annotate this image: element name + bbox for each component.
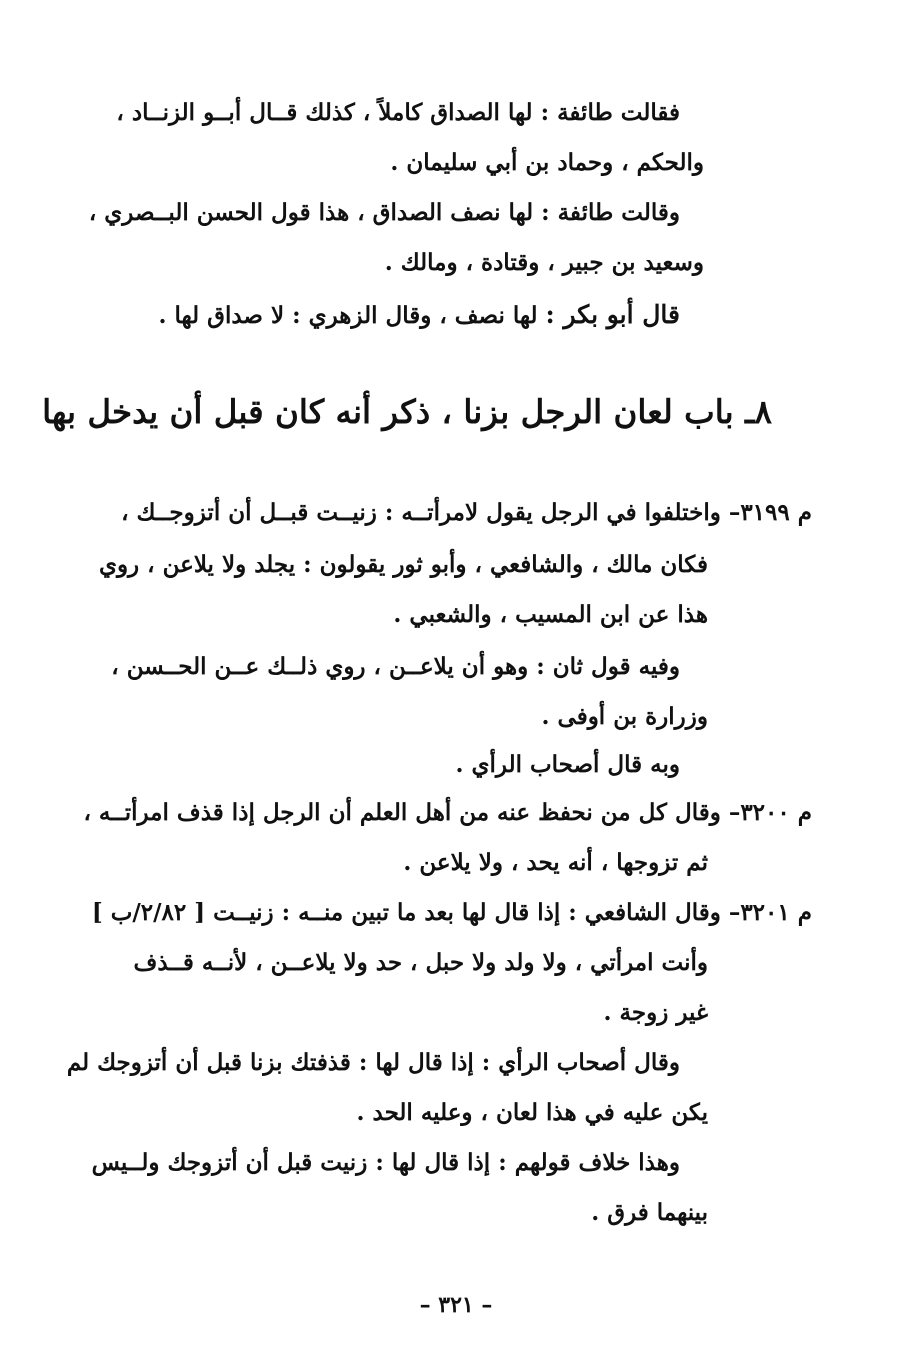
entry-3199-line-6: وبه قال أصحاب الرأي . [455,751,680,778]
entry-text: وقال الشافعي : إذا قال لها بعد ما تبين منــه : زنيــت [ ٢/٨٢/ب ] [91,899,729,926]
entry-3201-line-7: بينهما فرق . [591,1199,708,1226]
entry-marker: م ٣٢٠٠– [728,799,812,826]
chapter-heading: ٨ـ باب لعان الرجل بزنا ، ذكر أنه كان قبل أن يدخل بها [42,392,772,431]
entry-3199-line-5: وزرارة بن أوفى . [541,703,708,730]
intro-paragraph-3 [158,300,680,331]
entry-3201-line-5: يكن عليه في هذا لعان ، وعليه الحد . [356,1099,708,1126]
entry-3201-line-4: وقال أصحاب الرأي : إذا قال لها : قذفتك بزنا قبل أن أتزوجك لم [66,1049,680,1076]
entry-text: وقال كل من نحفظ عنه من أهل العلم أن الرجل إذا قذف امرأتــه ، [83,799,729,826]
speaker-label: قال أبو بكر : [545,300,680,329]
intro-paragraph-2-line-2: وسعيد بن جبير ، وقتادة ، ومالك . [384,249,704,276]
entry-3199-line-3: هذا عن ابن المسيب ، والشعبي . [393,601,708,628]
entry-3201-line-2: وأنت امرأتي ، ولا ولد ولا حبل ، حد ولا يلاعــن ، لأنــه قــذف [133,949,708,976]
entry-3201-line-3: غير زوجة . [603,999,708,1026]
entry-3201-line-6: وهذا خلاف قولهم : إذا قال لها : زنيت قبل أن أتزوجك ولــيس [91,1149,680,1176]
entry-3200-line-2: ثم تزوجها ، أنه يحد ، ولا يلاعن . [403,849,708,876]
intro-paragraph-3-text: لها نصف ، وقال الزهري : لا صداق لها . [158,302,546,329]
intro-paragraph-1-line-2: والحكم ، وحماد بن أبي سليمان . [390,149,704,176]
intro-paragraph-2-line-1: وقالت طائفة : لها نصف الصداق ، هذا قول الحسن البــصري ، [88,199,680,226]
entry-text: واختلفوا في الرجل يقول لامرأتــه : زنيــت قبــل أن أتزوجــك ، [121,499,729,526]
entry-3201-line-1 [92,898,812,928]
entry-3199-line-4: وفيه قول ثان : وهو أن يلاعــن ، روي ذلــك عــن الحــسن ، [111,653,680,680]
entry-3200-line-1 [83,798,812,828]
intro-paragraph-1-line-1: فقالت طائفة : لها الصداق كاملاً ، كذلك قــال أبــو الزنــاد ، [116,99,680,126]
page-number: – ٣٢١ – [419,1292,493,1318]
entry-marker: م ٣٢٠١– [728,899,812,926]
entry-3199-line-2: فكان مالك ، والشافعي ، وأبو ثور يقولون : يجلد ولا يلاعن ، روي [98,551,708,578]
entry-marker: م ٣١٩٩– [728,499,812,526]
entry-3199-line-1 [121,498,812,528]
